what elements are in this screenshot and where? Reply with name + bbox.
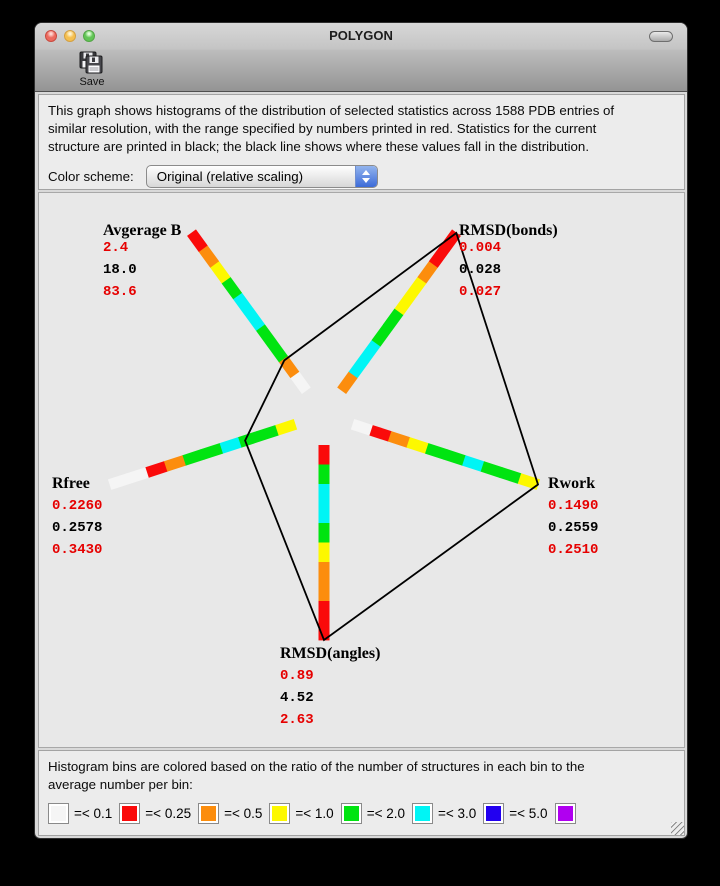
legend-bin-label: =< 5.0 [509,806,548,821]
axis-max-value-rwork: 0.2510 [548,542,599,558]
polygon-chart-labels [39,193,684,747]
description-line: similar resolution, with the range specified by numbers printed in red. Statistics for the current [48,121,597,136]
axis-min-value-rfree: 0.2260 [52,498,103,514]
axis-label-average-b: Avgerage B [103,222,182,239]
stepper-icon [355,166,377,187]
axis-max-value-rmsd-angles: 2.63 [280,712,314,728]
color-scheme-row [48,165,675,188]
axis-label-rfree: Rfree [52,475,90,492]
axis-min-value-rwork: 0.1490 [548,498,599,514]
legend-text-line: Histogram bins are colored based on the ratio of the number of structures in each bin to the [48,759,585,774]
axis-current-value-rfree: 0.2578 [52,520,103,536]
save-button-label: Save [79,76,105,88]
legend-swatch-cyan [412,803,433,824]
axis-min-value-average-b: 2.4 [103,240,129,256]
legend-bin-label: =< 0.1 [74,806,113,821]
legend-swatch-red [119,803,140,824]
legend-swatch-purple [555,803,576,824]
legend-panel [38,750,685,836]
axis-max-value-average-b: 83.6 [103,284,137,300]
polygon-chart [38,192,685,748]
legend-swatch-white [48,803,69,824]
legend-bin-label: =< 3.0 [437,806,477,821]
save-icon [79,51,105,75]
legend-bin-label: =< 1.0 [295,806,334,821]
axis-current-value-rmsd-angles: 4.52 [280,690,314,706]
titlebar[interactable] [35,23,687,49]
legend-swatch-green [341,803,362,824]
legend-swatch-blue [483,803,504,824]
window-chrome [35,23,687,92]
legend-swatch-orange [198,803,219,824]
color-scheme-select[interactable] [146,165,378,188]
axis-max-value-rfree: 0.3430 [52,542,103,558]
polygon-window [34,22,688,839]
axis-max-value-rmsd-bonds: 0.027 [459,284,502,300]
legend-bin-label: =< 0.25 [145,806,192,821]
legend-swatch-yellow [269,803,290,824]
axis-current-value-rmsd-bonds: 0.028 [459,262,502,278]
color-scheme-label: Color scheme: [48,169,134,184]
legend-text-line: average number per bin: [48,777,193,792]
legend-bin-label: =< 2.0 [366,806,405,821]
axis-current-value-average-b: 18.0 [103,262,137,278]
axis-min-value-rmsd-angles: 0.89 [280,668,314,684]
axis-label-rmsd-bonds: RMSD(bonds) [459,222,558,239]
axis-label-rwork: Rwork [548,475,596,492]
axis-label-rmsd-angles: RMSD(angles) [280,645,381,662]
resize-grip[interactable] [671,822,684,835]
description-line: structure are printed in black; the black line shows where these values fall in the distribution. [48,139,590,154]
legend-bins-row [48,803,675,824]
toolbar-toggle-button[interactable] [649,31,673,42]
window-title: POLYGON [329,28,393,43]
color-scheme-value: Original (relative scaling) [156,169,304,184]
save-button[interactable] [75,51,109,89]
axis-min-value-rmsd-bonds: 0.004 [459,240,502,256]
legend-bin-label: =< 0.5 [224,806,263,821]
description-panel [38,94,685,190]
axis-current-value-rwork: 0.2559 [548,520,599,536]
description-line: This graph shows histograms of the distribution of selected statistics across 1588 PDB entries of [48,103,615,118]
